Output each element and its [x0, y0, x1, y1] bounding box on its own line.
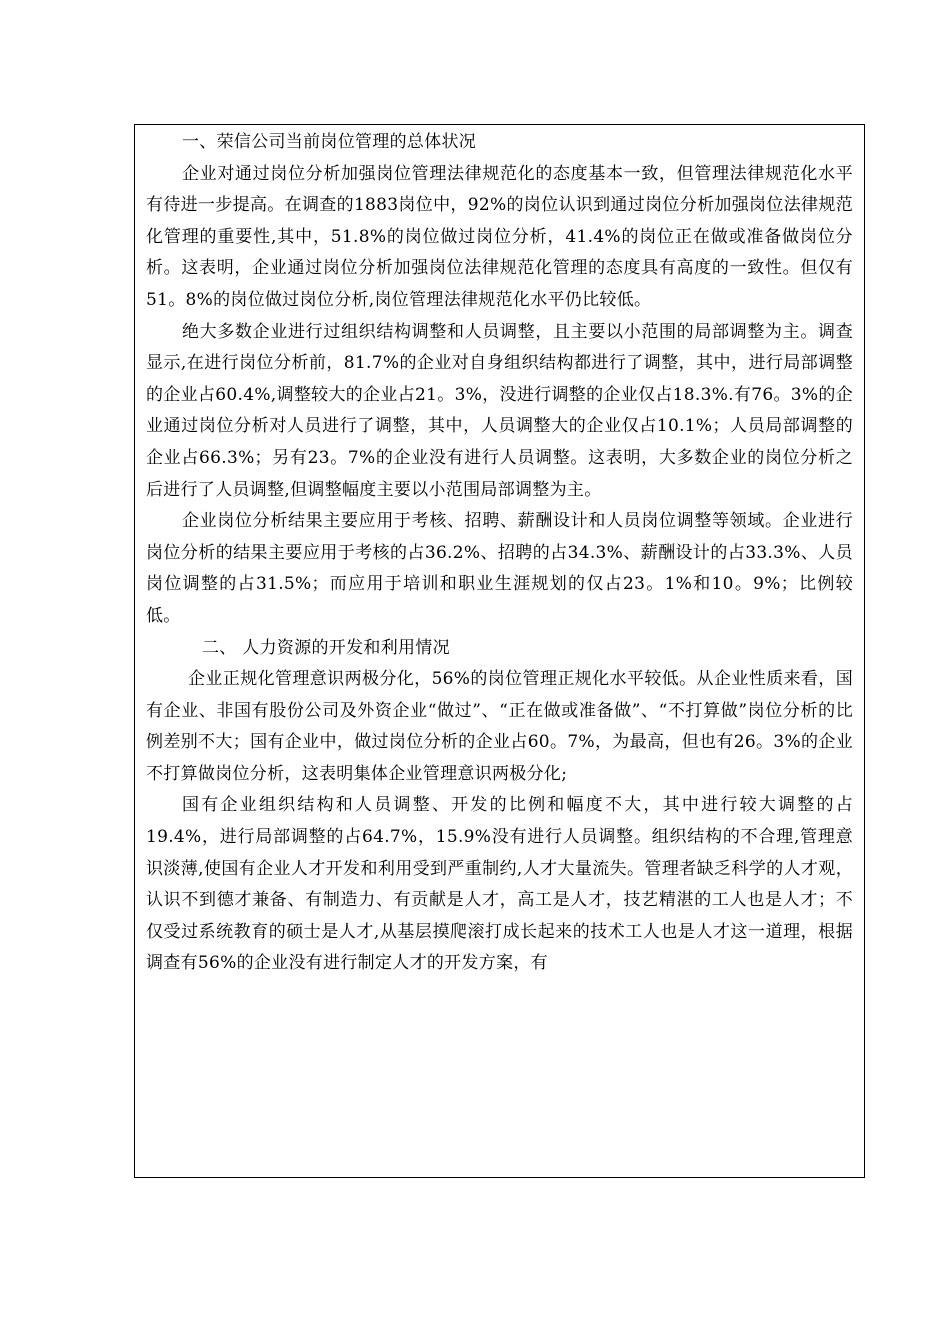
section-1-paragraph-2: 绝大多数企业进行过组织结构调整和人员调整，且主要以小范围的局部调整为主。调查显示,在进行岗位分析前，81.7%的企业对自身组织结构都进行了调整，其中，进行局部调整的企业占60.4%,调整较大的企业占21。3%，没进行调整的企业仅占18.3%.有76。3%的企业通过岗位分析对人员进行了调整，其中，人员调整大的企业仅占10.1%；人员局部调整的企业占66.3%；另有23。7%的企业没有进行人员调整。这表明，大多数企业的岗位分析之后进行了人员调整,但调整幅度主要以小范围局部调整为主。: [146, 321, 853, 500]
section-1-paragraph-1: 企业对通过岗位分析加强岗位管理法律规范化的态度基本一致，但管理法律规范化水平有待进一步提高。在调查的1883岗位中，92%的岗位认识到通过岗位分析加强岗位法律规范化管理的重要性,其中，51.8%的岗位做过岗位分析，41.4%的岗位正在做或准备做岗位分析。这表明，企业通过岗位分析加强岗位法律规范化管理的态度具有高度的一致性。但仅有51。8%的岗位做过岗位分析,岗位管理法律规范化水平仍比较低。: [146, 163, 853, 310]
section-1-paragraph-3: 企业岗位分析结果主要应用于考核、招聘、薪酬设计和人员岗位调整等领域。企业进行岗位分析的结果主要应用于考核的占36.2%、招聘的占34.3%、薪酬设计的占33.3%、人员岗位调整的占31.5%；而应用于培训和职业生涯规划的仅占23。1%和10。9%；比例较低。: [146, 511, 853, 626]
section-2-paragraph-1: 企业正规化管理意识两极分化，56%的岗位管理正规化水平较低。从企业性质来看，国有企业、非国有股份公司及外资企业“做过”、“正在做或准备做”、“不打算做”岗位分析的比例差别不大；国有企业中，做过岗位分析的企业占60。7%，为最高，但也有26。3%的企业不打算做岗位分析，这表明集体企业管理意识两极分化;: [146, 669, 853, 784]
document-frame: [134, 124, 865, 1178]
section-2-heading: 二、 人力资源的开发和利用情况: [202, 637, 450, 658]
section-1-heading: 一、荣信公司当前岗位管理的总体状况: [182, 132, 477, 152]
section-2-paragraph-2: 国有企业组织结构和人员调整、开发的比例和幅度不大，其中进行较大调整的占19.4%，进行局部调整的占64.7%，15.9%没有进行人员调整。组织结构的不合理,管理意识淡薄,使国有企业人才开发和利用受到严重制约,人才大量流失。管理者缺乏科学的人才观，认识不到德才兼备、有制造力、有贡献是人才，高工是人才，技艺精湛的工人也是人才；不仅受过系统教育的硕士是人才,从基层摸爬滚打成长起来的技术工人也是人才这一道理，根据调查有56%的企业没有进行制定人才的开发方案，有: [146, 795, 853, 974]
document-body: [146, 127, 853, 980]
